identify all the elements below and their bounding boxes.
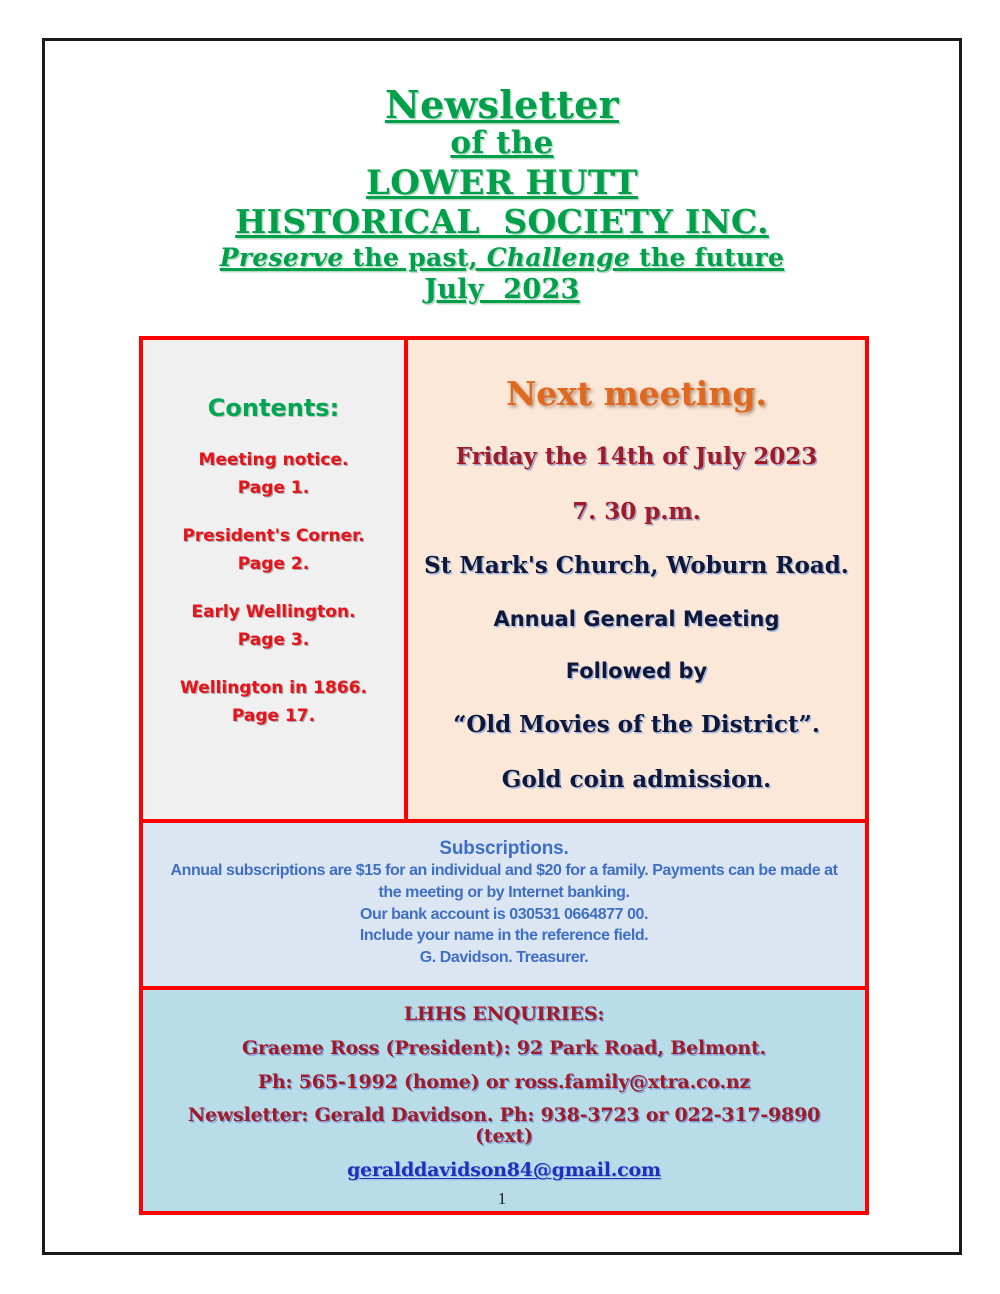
contents-item-page: Page 1. [237, 478, 310, 499]
content-boxes [139, 336, 869, 1215]
meeting-time: 7. 30 p.m. [572, 497, 701, 525]
masthead-line-society: HISTORICAL SOCIETY INC. [235, 202, 769, 242]
tagline-word-challenge: Challenge [486, 243, 631, 272]
contents-item-title: Meeting notice. [198, 450, 349, 470]
subscriptions-title: Subscriptions. [439, 838, 569, 859]
contents-item-page: Page 17. [231, 706, 316, 727]
contents-item-title: Wellington in 1866. [180, 678, 367, 699]
enquiries-newsletter-contact: Newsletter: Gerald Davidson. Ph: 938-3723 or 022-317-9890 (text) [187, 1104, 821, 1148]
page-content [45, 41, 959, 1252]
contents-and-meeting-box [139, 336, 869, 823]
meeting-followed-by: Followed by [565, 658, 708, 683]
tagline-text-future: the future [630, 243, 785, 272]
next-meeting-title: Next meeting. [506, 374, 767, 413]
next-meeting-panel [408, 340, 865, 819]
meeting-agenda: Annual General Meeting [493, 606, 780, 631]
subscriptions-bank-account: Our bank account is 030531 0664877 00. [360, 905, 648, 923]
meeting-venue: St Mark's Church, Woburn Road. [424, 552, 849, 580]
masthead [45, 41, 959, 305]
subscriptions-reference-note: Include your name in the reference field. [359, 927, 649, 945]
contents-entry[interactable] [143, 522, 404, 578]
masthead-line-of-the: of the [450, 125, 554, 162]
page-sheet [42, 38, 962, 1255]
contents-item-page: Page 2. [237, 554, 310, 575]
masthead-line-newsletter: Newsletter [385, 82, 619, 127]
masthead-issue-date: July 2023 [424, 273, 580, 305]
enquiries-title: LHHS ENQUIRIES: [403, 1002, 605, 1025]
enquiries-email-link[interactable]: geralddavidson84@gmail.com [347, 1159, 661, 1182]
subscriptions-rates: Annual subscriptions are $15 for an individual and $20 for a family. Payments can be made at the meeting or by Internet banking. [170, 862, 838, 901]
contents-panel [143, 340, 408, 819]
contents-entry[interactable] [143, 598, 404, 654]
contents-title: Contents: [207, 394, 340, 422]
enquiries-president-contact: Ph: 565-1992 (home) or ross.family@xtra.co.nz [257, 1070, 751, 1093]
enquiries-box [139, 990, 869, 1215]
tagline-word-preserve: Preserve [219, 243, 344, 272]
contents-item-title: President's Corner. [182, 526, 365, 547]
contents-entry[interactable] [143, 674, 404, 730]
contents-entry[interactable] [143, 446, 404, 502]
meeting-date: Friday the 14th of July 2023 [455, 443, 818, 470]
subscriptions-box [139, 823, 869, 990]
contents-item-title: Early Wellington. [191, 602, 356, 623]
enquiries-president: Graeme Ross (President): 92 Park Road, Belmont. [242, 1036, 766, 1059]
masthead-line-lower-hutt: LOWER HUTT [366, 162, 638, 203]
tagline-text-past: the past, [343, 243, 487, 272]
contents-item-page: Page 3. [237, 630, 310, 651]
meeting-admission: Gold coin admission. [501, 765, 772, 793]
meeting-programme: “Old Movies of the District”. [453, 711, 820, 739]
masthead-tagline [45, 244, 959, 273]
page-number: 1 [497, 1189, 507, 1208]
subscriptions-treasurer: G. Davidson. Treasurer. [419, 949, 589, 966]
